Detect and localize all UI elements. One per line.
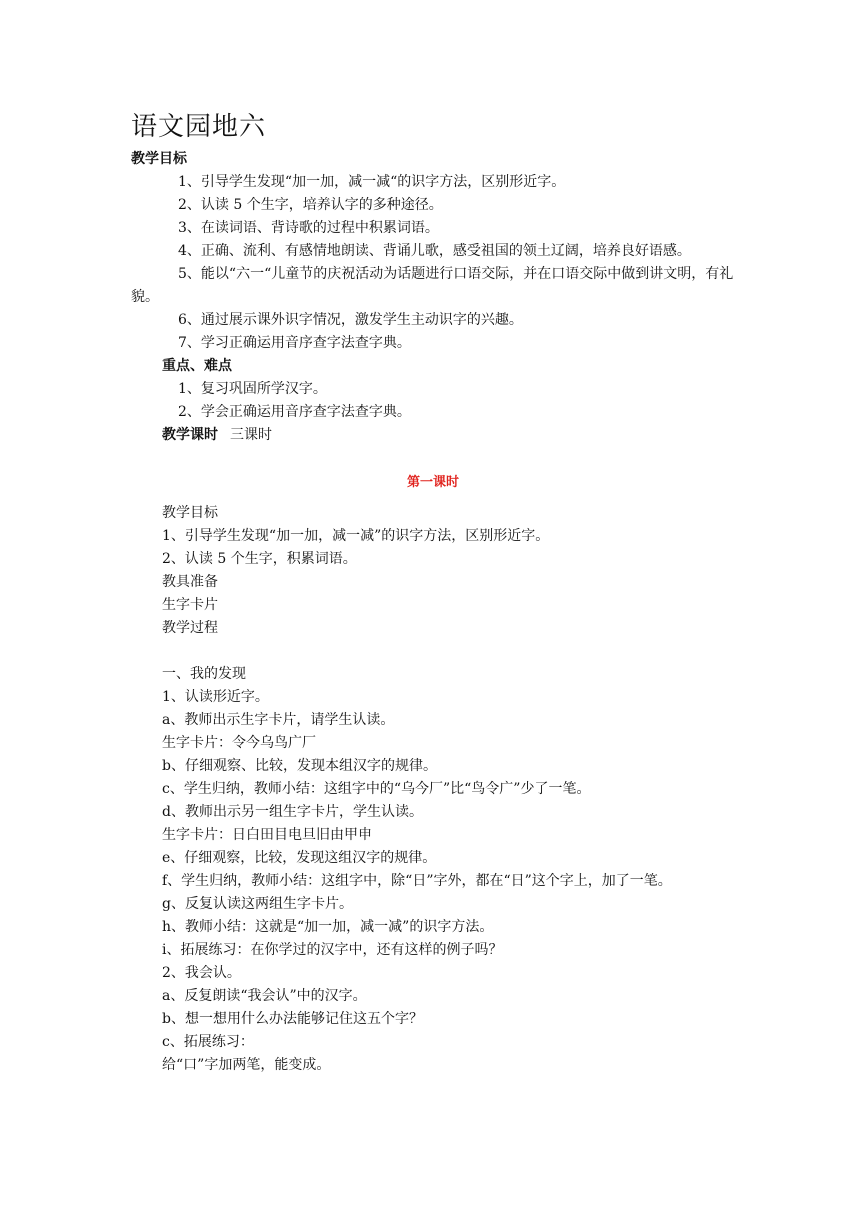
process-line: 1、认读形近字。	[162, 689, 269, 705]
objective-item: 4、正确、流利、有感情地朗读、背诵儿歌，感受祖国的领土辽阔，培养良好语感。	[178, 243, 691, 259]
lesson-title: 第一课时	[406, 475, 459, 490]
lesson-line: 生字卡片	[162, 597, 218, 613]
process-line: i、拓展练习：在你学过的汉字中，还有这样的例子吗？	[162, 942, 503, 958]
objective-item: 7、学习正确运用音序查字法查字典。	[178, 335, 411, 351]
class-hours-line	[131, 424, 735, 447]
process-line: 生字卡片：日白田目电旦旧由甲申	[162, 827, 372, 843]
lesson-line: 教具准备	[162, 574, 218, 590]
lesson-line: 2、认读 5 个生字，积累词语。	[162, 551, 357, 567]
key-point-item: 2、学会正确运用音序查字法查字典。	[178, 404, 411, 420]
document-title: 语文园地六	[131, 112, 267, 142]
process-line: g、反复认读这两组生字卡片。	[162, 896, 353, 912]
process-line: e、仔细观察，比较，发现这组汉字的规律。	[162, 850, 437, 866]
process-line: h、教师小结：这就是“加一加，减一减”的识字方法。	[162, 919, 494, 935]
document-page	[131, 108, 735, 1077]
process-line: f、学生归纳，教师小结：这组字中，除“日”字外，都在“日”这个字上，加了一笔。	[162, 873, 672, 889]
key-points-heading: 重点、难点	[162, 358, 232, 374]
lesson-line: 教学过程	[162, 620, 218, 636]
objective-item: 5、能以“六一“儿童节的庆祝活动为话题进行口语交际，并在口语交际中做到讲文明，有礼貌。	[131, 266, 734, 305]
process-line: a、教师出示生字卡片，请学生认读。	[162, 712, 395, 728]
objective-item: 1、引导学生发现“加一加，减一减“的识字方法，区别形近字。	[178, 174, 566, 190]
process-line: b、想一想用什么办法能够记住这五个字？	[162, 1011, 423, 1027]
process-line: d、教师出示另一组生字卡片，学生认读。	[162, 804, 423, 820]
process-line: 给“口”字加两笔，能变成。	[162, 1057, 331, 1073]
objective-item: 2、认读 5 个生字，培养认字的多种途径。	[178, 197, 443, 213]
process-line: c、学生归纳，教师小结：这组字中的“乌今厂”比“鸟令广”少了一笔。	[162, 781, 591, 797]
process-line: 一、我的发现	[162, 666, 246, 682]
objectives-heading: 教学目标	[131, 151, 187, 167]
process-line: c、拓展练习：	[162, 1034, 254, 1050]
class-hours-label: 教学课时	[162, 427, 218, 443]
process-line: a、反复朗读“我会认”中的汉字。	[162, 988, 367, 1004]
lesson-line: 教学目标	[162, 505, 218, 521]
blank-line	[131, 640, 735, 663]
objective-item: 3、在读词语、背诗歌的过程中积累词语。	[178, 220, 439, 236]
process-line: 生字卡片：令今乌鸟广厂	[162, 735, 316, 751]
process-line: 2、我会认。	[162, 965, 241, 981]
class-hours-value: 三课时	[230, 427, 272, 443]
objective-item: 6、通过展示课外识字情况，激发学生主动识字的兴趣。	[178, 312, 523, 328]
lesson-line: 1、引导学生发现“加一加，减一减”的识字方法，区别形近字。	[162, 528, 550, 544]
key-point-item: 1、复习巩固所学汉字。	[178, 381, 327, 397]
process-line: b、仔细观察、比较，发现本组汉字的规律。	[162, 758, 437, 774]
